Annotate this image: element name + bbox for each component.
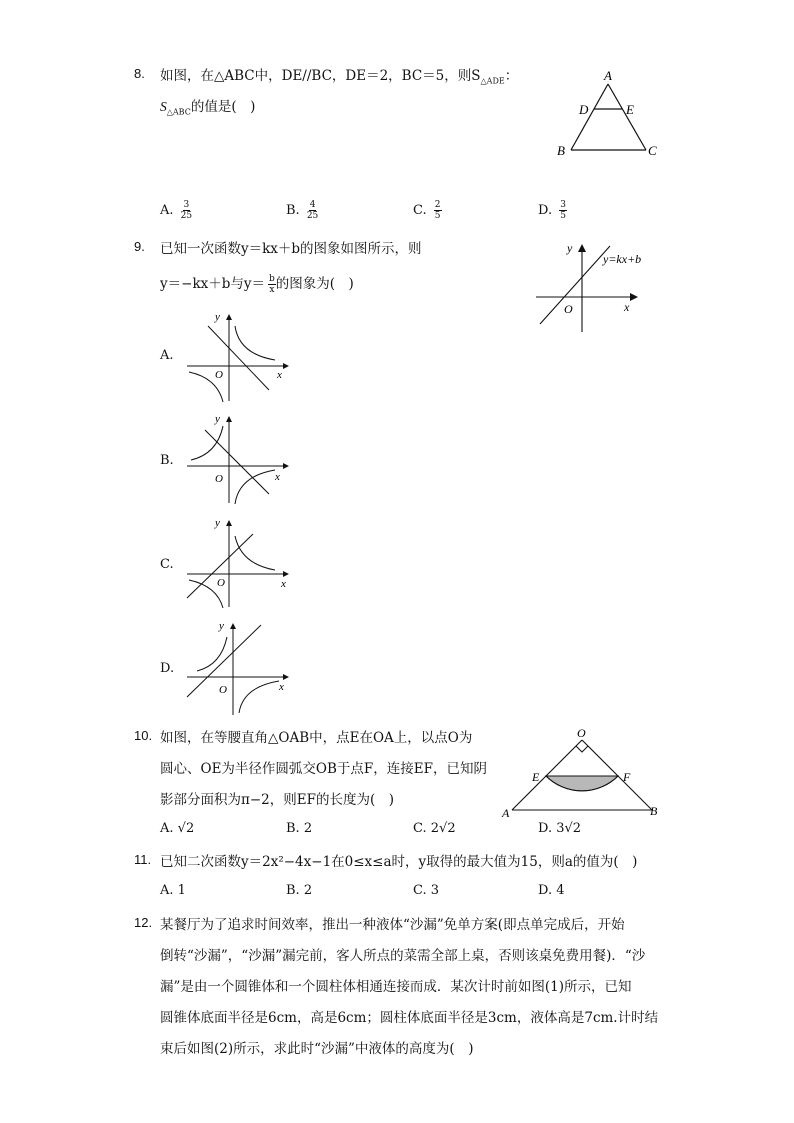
- q8-label-b: B: [557, 143, 565, 158]
- q12-stem-line: 漏”是由一个圆锥体和一个圆柱体相通连接而成．某次计时前如图(1)所示，已知: [160, 979, 632, 995]
- option-letter: C.: [413, 203, 427, 218]
- origin-label: O: [215, 473, 223, 485]
- axis-y-label: y: [215, 517, 220, 529]
- q8-question: 的值是( ): [190, 99, 256, 115]
- q8-option-b[interactable]: [286, 200, 318, 221]
- fraction: $\frac{4}{25}$: [306, 200, 319, 221]
- option-value: 3√2: [556, 821, 582, 836]
- option-value: 3: [430, 883, 440, 898]
- q9-axis-x-label: x: [624, 300, 630, 314]
- q8-sub-ade: △ADE: [480, 76, 505, 86]
- option-letter: B.: [286, 821, 300, 836]
- option-letter: C.: [413, 821, 427, 836]
- q8-label-d: D: [579, 102, 589, 117]
- q8-number: 8.: [134, 66, 145, 81]
- q10-option-d[interactable]: [538, 821, 581, 836]
- q9-option-d[interactable]: D.: [160, 661, 175, 676]
- q10-stem-line2: 圆心、OE为半径作圆弧交OB于点F，连接EF，已知阴: [160, 761, 487, 777]
- q11-option-a[interactable]: [160, 883, 186, 898]
- axis-x-label: x: [281, 578, 286, 590]
- q12-stem-line: 某餐厅为了追求时间效率，推出一种液体“沙漏”免单方案(即点单完成后，开始: [160, 917, 625, 933]
- q9-origin-label: O: [564, 302, 573, 316]
- q11-stem: 已知二次函数y＝2x²−4x−1在0≤x≤a时，y取得的最大值为15，则a的值为( ): [160, 854, 638, 870]
- q12-stem: [160, 915, 665, 1059]
- q8-triangle-figure: [550, 66, 670, 166]
- q9-number: 9.: [134, 239, 145, 254]
- q8-option-a[interactable]: [160, 200, 192, 221]
- option-letter: B.: [286, 883, 300, 898]
- q8-colon: ：: [504, 68, 519, 84]
- q10-stem-line1: 如图，在等腰直角△OAB中，点E在OA上，以点O为: [160, 730, 473, 746]
- q9-option-a-graph[interactable]: [183, 308, 293, 403]
- option-letter: C.: [413, 883, 427, 898]
- origin-label: O: [217, 577, 225, 589]
- option-letter: A.: [160, 821, 174, 836]
- option-value: 4: [556, 883, 565, 898]
- q9-option-a[interactable]: A.: [160, 348, 174, 363]
- origin-label: O: [215, 369, 223, 381]
- axis-y-label: y: [215, 413, 220, 425]
- q11-option-c[interactable]: [413, 883, 439, 898]
- axis-y-label: y: [219, 620, 224, 632]
- q9-option-b[interactable]: B.: [160, 453, 174, 468]
- q9-axis-y-label: y: [567, 241, 573, 255]
- q10-option-c[interactable]: [413, 821, 456, 836]
- option-letter: D.: [538, 203, 553, 218]
- q12-stem-line: 束后如图(2)所示，求此时“沙漏”中液体的高度为( ): [160, 1041, 474, 1057]
- q12-stem-line: 圆锥体底面半径是6cm，高是6cm；圆柱体底面半径是3cm，液体高是7cm.计时结: [160, 1010, 659, 1026]
- option-value: 1: [177, 883, 186, 898]
- q10-label-a: A: [502, 806, 510, 820]
- q8-label-e: E: [626, 102, 634, 117]
- q10-option-b[interactable]: [286, 821, 312, 836]
- q8-sub-abc: △ABC: [166, 107, 191, 117]
- q10-label-f: F: [623, 770, 631, 784]
- origin-label: O: [219, 684, 227, 696]
- q9-line-label: y=kx+b: [603, 252, 642, 266]
- option-value: 2√2: [430, 821, 456, 836]
- q10-label-b: B: [650, 804, 658, 818]
- q9-question: 的图象为( ): [275, 276, 354, 292]
- q8-stem-line2: [160, 97, 255, 123]
- q9-option-b-graph[interactable]: [183, 410, 293, 505]
- q8-label-a: A: [604, 68, 612, 83]
- q8-label-c: C: [648, 143, 657, 158]
- axis-x-label: x: [275, 471, 280, 483]
- q10-stem-line3: 影部分面积为π−2，则EF的长度为( ): [160, 792, 395, 808]
- fraction: $\frac{3}{5}$: [560, 200, 566, 221]
- option-letter: A.: [160, 203, 174, 218]
- axis-x-label: x: [279, 681, 284, 693]
- q10-label-e: E: [532, 770, 540, 784]
- q10-option-a[interactable]: [160, 821, 194, 836]
- option-letter: A.: [160, 883, 174, 898]
- q9-option-c[interactable]: C.: [160, 557, 174, 572]
- q12-stem-line: 倒转“沙漏”，“沙漏”漏完前，客人所点的菜需全部上桌，否则该桌免费用餐)．“沙: [160, 948, 646, 964]
- q9-given-graph: [530, 236, 670, 336]
- q9-fraction-b-over-x: $\frac{b}{x}$: [269, 274, 275, 295]
- q11-option-b[interactable]: [286, 883, 312, 898]
- option-value: 2: [303, 821, 313, 836]
- axis-y-label: y: [215, 311, 220, 323]
- q9-stem-line2: [160, 274, 354, 295]
- q8-option-c[interactable]: [413, 200, 442, 221]
- q8-option-d[interactable]: [538, 200, 567, 221]
- q10-triangle-figure: [496, 726, 666, 826]
- option-letter: B.: [286, 203, 300, 218]
- q8-stem-line1: [160, 66, 518, 92]
- q11-option-d[interactable]: [538, 883, 565, 898]
- option-letter: D.: [538, 821, 553, 836]
- fraction: $\frac{2}{5}$: [434, 200, 441, 221]
- q8-s-symbol: S: [160, 99, 167, 114]
- q8-stem-text: 如图，在△ABC中，DE//BC，DE＝2，BC＝5，则S: [160, 68, 481, 84]
- q11-number: 11.: [134, 852, 152, 867]
- q9-equation: y＝−kx＋b与y＝: [160, 276, 266, 292]
- option-letter: D.: [538, 883, 553, 898]
- axis-x-label: x: [277, 369, 282, 381]
- option-value: √2: [177, 821, 195, 836]
- q10-number: 10.: [134, 728, 153, 743]
- q9-option-d-graph[interactable]: [183, 617, 293, 717]
- q9-stem-line1: 已知一次函数y＝kx＋b的图象如图所示，则: [160, 241, 422, 257]
- option-value: 2: [303, 883, 313, 898]
- q10-label-o: O: [577, 726, 586, 740]
- q9-option-c-graph[interactable]: [183, 514, 293, 609]
- fraction: $\frac{3}{25}$: [180, 200, 193, 221]
- q12-number: 12.: [134, 915, 153, 930]
